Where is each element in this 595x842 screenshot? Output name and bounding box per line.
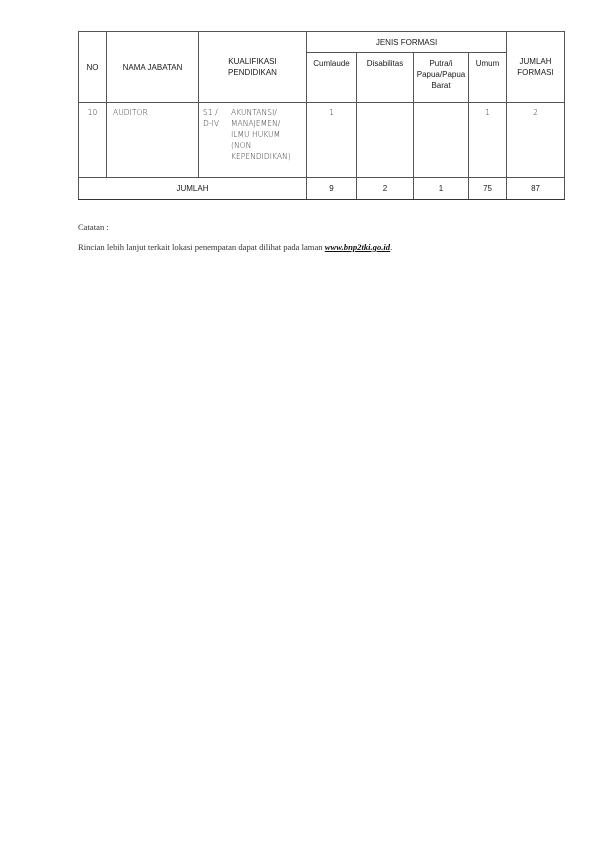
total-disabilitas: 2 — [357, 178, 414, 200]
prodi-line1: AKUNTANSI/ — [231, 108, 277, 117]
header-jumlah-formasi — [507, 32, 565, 103]
prodi-line5: KEPENDIDIKAN) — [231, 152, 291, 161]
header-kualifikasi-line1: KUALIFIKASI — [228, 57, 277, 66]
prodi-line3: ILMU HUKUM — [231, 130, 281, 139]
bnp2tki-link[interactable]: www.bnp2tki.go.id — [324, 242, 391, 252]
header-putra-line1: Putra/i — [429, 59, 453, 68]
cell-nama-jabatan: AUDITOR — [107, 103, 199, 178]
header-nama-jabatan: NAMA JABATAN — [107, 32, 199, 103]
notes-title: Catatan : — [78, 222, 109, 232]
total-row — [79, 178, 565, 200]
kualifikasi-jenjang — [203, 107, 231, 162]
header-putra-line2: Papua/Papua — [416, 70, 466, 79]
header-jumlah-line2: FORMASI — [517, 68, 554, 77]
notes-body — [78, 242, 392, 252]
header-disabilitas: Disabilitas — [357, 53, 414, 103]
cell-umum: 1 — [469, 103, 507, 178]
header-kualifikasi-line2: PENDIDIKAN — [228, 68, 277, 77]
header-cumlaude: Cumlaude — [307, 53, 357, 103]
total-putra-papua: 1 — [414, 178, 469, 200]
header-umum: Umum — [469, 53, 507, 103]
total-label: JUMLAH — [79, 178, 307, 200]
notes-suffix: . — [390, 242, 393, 252]
cell-jumlah-formasi: 2 — [507, 103, 565, 178]
header-kualifikasi-pendidikan — [199, 32, 307, 103]
prodi-line2: MANAJEMEN/ — [231, 119, 281, 128]
jenjang-line1: S1 / — [203, 108, 218, 117]
header-putra-papua — [414, 53, 469, 103]
total-jumlah-formasi: 87 — [507, 178, 565, 200]
cell-cumlaude: 1 — [307, 103, 357, 178]
table-row — [79, 103, 565, 178]
cell-kualifikasi — [199, 103, 307, 178]
total-umum: 75 — [469, 178, 507, 200]
cell-putra-papua — [414, 103, 469, 178]
header-putra-line3: Barat — [431, 81, 451, 90]
prodi-line4: (NON — [231, 141, 252, 150]
notes-body-text: Rincian lebih lanjut terkait lokasi penempatan dapat dilihat pada laman — [78, 242, 325, 252]
header-jumlah-line1: JUMLAH — [519, 57, 552, 66]
cell-disabilitas — [357, 103, 414, 178]
header-jenis-formasi: JENIS FORMASI — [307, 32, 507, 53]
formasi-table — [78, 31, 565, 200]
total-cumlaude: 9 — [307, 178, 357, 200]
jenjang-line2: D-IV — [203, 119, 220, 128]
cell-no: 10 — [79, 103, 107, 178]
kualifikasi-prodi — [231, 107, 306, 162]
header-no: NO — [79, 32, 107, 103]
